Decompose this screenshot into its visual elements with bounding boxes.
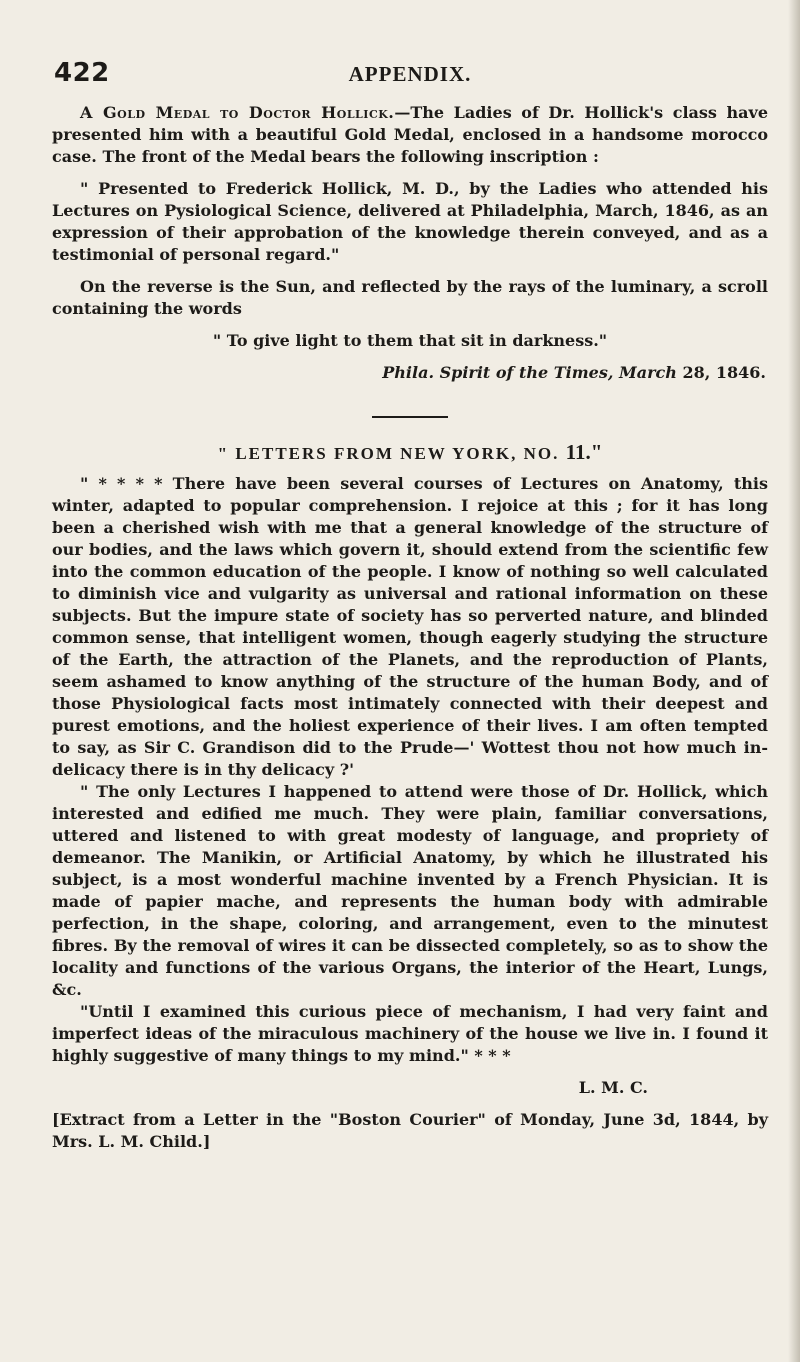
medal-intro: —The Ladies of Dr. Hollick's class have presented him with a beautiful Gold Medal, enclosed in a handsome morocco case. The front of the Medal bears the following inscription : bbox=[52, 103, 768, 166]
source-title: Phila. Spirit of the Times, bbox=[382, 363, 614, 382]
medal-paragraph bbox=[52, 102, 768, 168]
medal-title: A Gold Medal to Doctor Hollick. bbox=[80, 103, 395, 122]
page-number: 422 bbox=[54, 58, 110, 88]
medal-motto: " To give light to them that sit in darkness." bbox=[212, 331, 608, 350]
letters-paragraph-3: "Until I examined this curious piece of mechanism, I had very faint and imperfect ideas of the miraculous machinery of the house we live in. I found it highly suggestive of many things to my mind." * * * bbox=[52, 1001, 768, 1065]
letters-number: 11." bbox=[565, 439, 603, 464]
book-page bbox=[52, 58, 768, 1163]
letters-title: " LETTERS FROM NEW YORK, NO. 11." bbox=[217, 439, 603, 464]
letters-paragraph-2: " The only Lectures I happened to attend were those of Dr. Hollick, which interested and edified me much. They were plain, familiar conversations, uttered and listened to with great modesty of language, and propriety of demeanor. The Manikin, or Artificial Anatomy, by which he illustrated his subject, is a most wonderful machine invented by a French Physician. It is made of papier mache, and represents the human body with admirable perfection, in the shape, coloring, and arrangement, even to the minutest fibres. By the removal of wires it can be dissected completely, so as to show the locality and functions of the various Organs, the interior of the Heart, Lungs, &c. bbox=[52, 781, 768, 999]
page-header bbox=[52, 58, 768, 88]
page-edge-shadow bbox=[788, 0, 800, 1362]
source-month: March bbox=[619, 363, 677, 382]
medal-inscription: " Presented to Frederick Hollick, M. D., by the Ladies who attended his Lectures on Pysiological Science, delivered at Philadelphia, March, 1846, as an expression of their approbation of the knowledge therein conveyed, and as a testimonial of personal regard." bbox=[52, 179, 768, 264]
extract-note: [Extract from a Letter in the "Boston Courier" of Monday, June 3d, 1844, by Mrs. L. M. Child.] bbox=[52, 1109, 768, 1151]
signature: L. M. C. bbox=[578, 1077, 648, 1097]
running-head: APPENDIX. bbox=[348, 62, 472, 86]
medal-reverse: On the reverse is the Sun, and reflected by the rays of the luminary, a scroll containing the words bbox=[52, 277, 768, 318]
letters-body bbox=[52, 473, 768, 1067]
section-divider bbox=[372, 416, 448, 418]
medal-source bbox=[52, 362, 768, 384]
source-date: 28, 1846. bbox=[682, 363, 766, 382]
letters-paragraph-1: " * * * * There have been several courses of Lectures on Anatomy, this winter, adapted to popular comprehension. I rejoice at this ; for it has long been a cherished wish with me that a general knowledge of the structure of our bodies, and the laws which govern it, should extend from the scientific few into the common education of the people. I know of nothing so well calculated to diminish vice and vulgarity as universal and rational information on these subjects. But the impure state of society has so perverted nature, and blinded common sense, that intelligent women, though eagerly studying the structure of the Earth, the attraction of the Planets, and the reproduction of Plants, seem ashamed to know anything of the structure of the human Body, and of those Physiological facts most intimately connected with their deepest and purest emotions, and the holiest experience of their lives. I am often tempted to say, as Sir C. Grandison did to the Prude—' Wottest thou not how much in-delicacy there is in thy delicacy ?' bbox=[52, 473, 768, 779]
